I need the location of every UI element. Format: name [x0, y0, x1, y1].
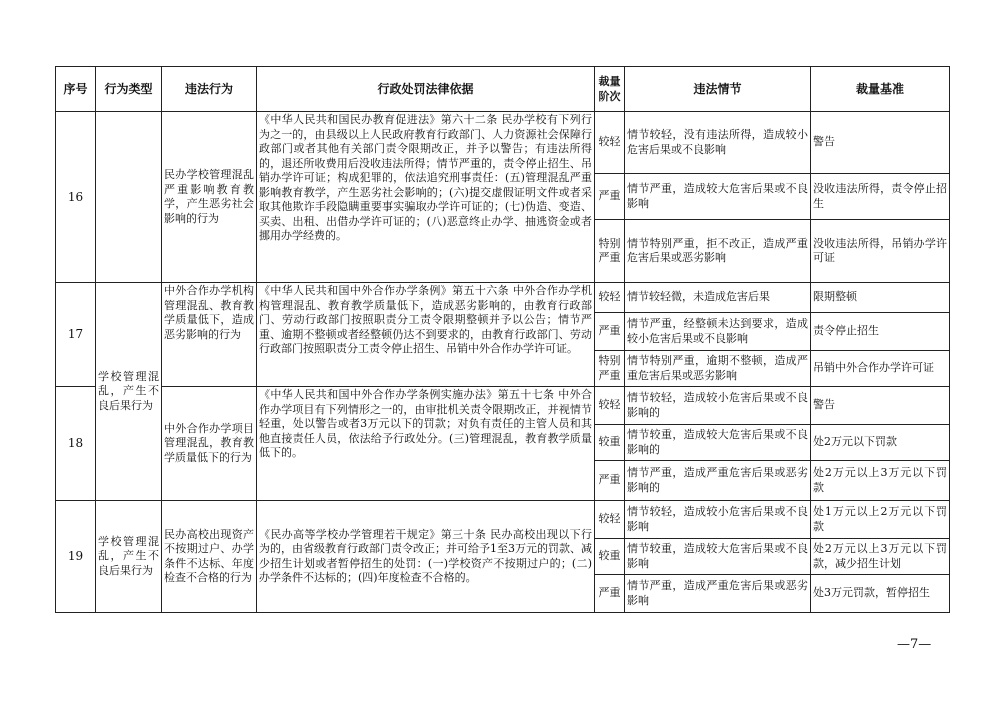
- discretion-level: 较轻: [595, 387, 625, 425]
- violation-situation: 情节严重，造成严重危害后果或恶劣影响: [625, 575, 811, 613]
- discretion-level: 特别严重: [595, 220, 625, 283]
- violation-situation: 情节严重，造成严重危害后果或恶劣影响的: [625, 461, 811, 501]
- discretion-basis: 处2万元以下罚款: [811, 425, 950, 461]
- discretion-level: 严重: [595, 174, 625, 220]
- header-cell: 违法情节: [625, 67, 811, 112]
- penalty-discretion-table: [55, 66, 950, 613]
- violation-behavior: 中外合作办学项目管理混乱，教育教学质量低下的行为: [162, 387, 257, 501]
- header-row: [56, 67, 950, 112]
- header-cell: 裁量阶次: [595, 67, 625, 112]
- violation-situation: 情节较重，造成较大危害后果或不良影响: [625, 539, 811, 575]
- discretion-level: 较轻: [595, 112, 625, 174]
- discretion-level: 严重: [595, 461, 625, 501]
- violation-situation: 情节特别严重，拒不改正，造成严重危害后果或恶劣影响: [625, 220, 811, 283]
- legal-basis: 《中华人民共和国中外合作办学条例实施办法》第五十七条 中外合作办学项目有下列情形之一的，由审批机关责令限期改正，并视情节轻重，处以警告或者3万元以下的罚款；对负有责任的主管人员和其他直接责任人员，依法给予行政处分。(三)管理混乱，教育教学质量低下的。: [257, 387, 595, 501]
- discretion-basis: 处2万元以上3万元以下罚款: [811, 461, 950, 501]
- violation-situation: 情节较轻微，未造成危害后果: [625, 283, 811, 313]
- row-number: 19: [56, 501, 96, 613]
- discretion-basis: 处3万元罚款，暂停招生: [811, 575, 950, 613]
- violation-situation: 情节较轻，造成较小危害后果或不良影响: [625, 501, 811, 539]
- page-number: —7—: [897, 637, 932, 652]
- behavior-type: 学校管理混乱，产生不良后果行为: [96, 501, 162, 613]
- violation-situation: 情节较轻，造成较小危害后果或不良影响的: [625, 387, 811, 425]
- row-number: 16: [56, 112, 96, 283]
- header-cell: 序号: [56, 67, 96, 112]
- violation-behavior: 民办高校出现资产不按期过户、办学条件不达标、年度检查不合格的行为: [162, 501, 257, 613]
- violation-situation: 情节较重，造成较大危害后果或不良影响的: [625, 425, 811, 461]
- header-cell: 违法行为: [162, 67, 257, 112]
- discretion-basis: 吊销中外合作办学许可证: [811, 351, 950, 387]
- table-row: [56, 112, 950, 174]
- discretion-basis: 限期整顿: [811, 283, 950, 313]
- header-cell: 裁量基准: [811, 67, 950, 112]
- discretion-level: 较轻: [595, 283, 625, 313]
- discretion-basis: 警告: [811, 387, 950, 425]
- discretion-basis: 警告: [811, 112, 950, 174]
- discretion-basis: 处1万元以上2万元以下罚款: [811, 501, 950, 539]
- discretion-basis: 没收违法所得，吊销办学许可证: [811, 220, 950, 283]
- behavior-type: 学校管理混乱，产生不良后果行为: [96, 283, 162, 501]
- discretion-level: 较重: [595, 539, 625, 575]
- discretion-basis: 没收违法所得，责令停止招生: [811, 174, 950, 220]
- discretion-level: 严重: [595, 313, 625, 351]
- table-row: [56, 283, 950, 313]
- legal-basis: 《中华人民共和国中外合作办学条例》第五十六条 中外合作办学机构管理混乱、教育教学质量低下，造成恶劣影响的，由教育行政部门、劳动行政部门按照职责分工责令限期整顿并予以公告；情节严重、逾期不整顿或者经整顿仍达不到要求的，由教育行政部门、劳动行政部门按照职责分工责令停止招生、吊销中外合作办学许可证。: [257, 283, 595, 387]
- discretion-level: 特别严重: [595, 351, 625, 387]
- table-row: [56, 501, 950, 539]
- discretion-level: 严重: [595, 575, 625, 613]
- violation-behavior: 民办学校管理混乱严重影响教育教学，产生恶劣社会影响的行为: [162, 112, 257, 283]
- discretion-basis: 处2万元以上3万元以下罚款，减少招生计划: [811, 539, 950, 575]
- row-number: 18: [56, 387, 96, 501]
- violation-situation: 情节严重，经整顿未达到要求，造成较小危害后果或不良影响: [625, 313, 811, 351]
- discretion-basis: 责令停止招生: [811, 313, 950, 351]
- legal-basis: 《中华人民共和国民办教育促进法》第六十二条 民办学校有下列行为之一的，由县级以上人民政府教育行政部门、人力资源社会保障行政部门或者其他有关部门责令限期改正，并予以警告；有违法所得的，退还所收费用后没收违法所得；情节严重的，责令停止招生、吊销办学许可证；构成犯罪的，依法追究刑事责任：(五)管理混乱严重影响教育教学，产生恶劣社会影响的；(六)提交虚假证明文件或者采取其他欺诈手段隐瞒重要事实骗取办学许可证的；(七)伪造、变造、买卖、出租、出借办学许可证的；(八)恶意终止办学、抽逃资金或者挪用办学经费的。: [257, 112, 595, 283]
- discretion-level: 较重: [595, 425, 625, 461]
- violation-situation: 情节较轻，没有违法所得，造成较小危害后果或不良影响: [625, 112, 811, 174]
- violation-situation: 情节严重，造成较大危害后果或不良影响: [625, 174, 811, 220]
- legal-basis: 《民办高等学校办学管理若干规定》第三十条 民办高校出现以下行为的，由省级教育行政部门责令改正；并可给予1至3万元的罚款、减少招生计划或者暂停招生的处罚：(一)学校资产不按期过户的；(二)办学条件不达标的；(四)年度检查不合格的。: [257, 501, 595, 613]
- table-row: [56, 387, 950, 425]
- behavior-type: [96, 112, 162, 283]
- discretion-level: 较轻: [595, 501, 625, 539]
- violation-situation: 情节特别严重，逾期不整顿，造成严重危害后果或恶劣影响: [625, 351, 811, 387]
- violation-behavior: 中外合作办学机构管理混乱、教育教学质量低下，造成恶劣影响的行为: [162, 283, 257, 387]
- row-number: 17: [56, 283, 96, 387]
- header-cell: 行政处罚法律依据: [257, 67, 595, 112]
- header-cell: 行为类型: [96, 67, 162, 112]
